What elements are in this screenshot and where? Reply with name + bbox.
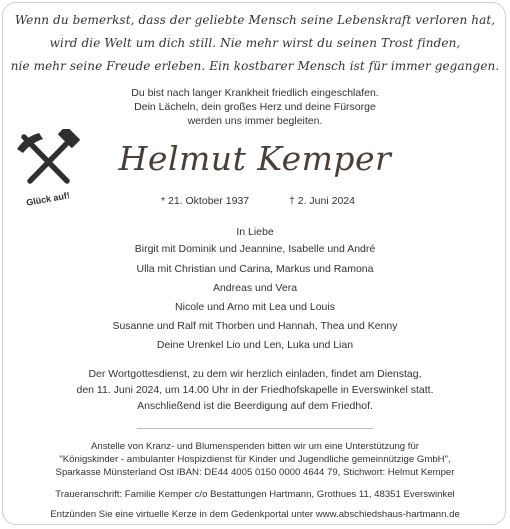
mourning-address: Traueranschrift: Familie Kemper c/o Bestattungen Hartmann, Grothues 11, 48351 Everswinkel — [55, 489, 455, 500]
family-line-1: In Liebe — [236, 226, 274, 238]
intro-line-2: Dein Lächeln, dein großes Herz und deine Fürsorge — [134, 101, 376, 113]
family-line-6: Susanne und Ralf mit Thorben und Hannah, Thea und Kenny — [112, 320, 398, 332]
poem-line-1: Wenn du bemerkst, dass der geliebte Mensch seine Lebenskraft verloren hat, — [14, 13, 496, 27]
candle-portal-note: Entzünden Sie eine virtuelle Kerze in dem Gedenkportal unter www.abschiedshaus-hartmann.de — [50, 509, 460, 520]
family-line-7: Deine Urenkel Lio und Len, Luka und Lian — [156, 339, 354, 351]
donation-line-1: Anstelle von Kranz- und Blumenspenden bitten wir um eine Unterstützung für — [91, 441, 419, 452]
poem-line-2: wird die Welt um dich still. Nie mehr wirst du seinen Trost finden, — [49, 36, 461, 50]
donation-line-2: "Königskinder - ambulanter Hospizdienst für Kinder und Jugendliche gemeinnützige GmbH", — [59, 454, 451, 465]
obituary-card — [2, 2, 506, 525]
family-line-4: Andreas und Vera — [212, 282, 298, 294]
poem-line-3: nie mehr seine Freude erleben. Ein kostbarer Mensch ist für immer gegangen. — [10, 59, 500, 73]
family-line-2: Birgit mit Dominik und Jeannine, Isabelle und André — [134, 243, 376, 255]
intro-line-3: werden uns immer begleiten. — [187, 115, 323, 127]
deceased-name: Helmut Kemper — [118, 139, 392, 178]
service-line-2: den 11. Juni 2024, um 14.00 Uhr in der Friedhofskapelle in Everswinkel statt. — [76, 384, 434, 396]
birth-date: * 21. Oktober 1937 — [161, 195, 250, 207]
intro-line-1: Du bist nach langer Krankheit friedlich eingeschlafen. — [131, 87, 379, 99]
donation-line-3: Sparkasse Münsterland Ost IBAN: DE44 4005 0150 0000 4644 79, Stichwort: Helmut Kemper — [55, 467, 455, 478]
divider — [137, 428, 373, 429]
death-date: † 2. Juni 2024 — [289, 195, 355, 207]
service-line-1: Der Wortgottesdienst, zu dem wir herzlich einladen, findet am Dienstag, — [88, 368, 422, 380]
service-line-3: Anschließend ist die Beerdigung auf dem Friedhof. — [137, 400, 373, 412]
family-line-5: Nicole und Arno mit Lea und Louis — [175, 301, 335, 313]
emblem-text: Glück auf! — [25, 190, 71, 208]
family-line-3: Ulla mit Christian und Carina, Markus und Ramona — [136, 263, 374, 275]
